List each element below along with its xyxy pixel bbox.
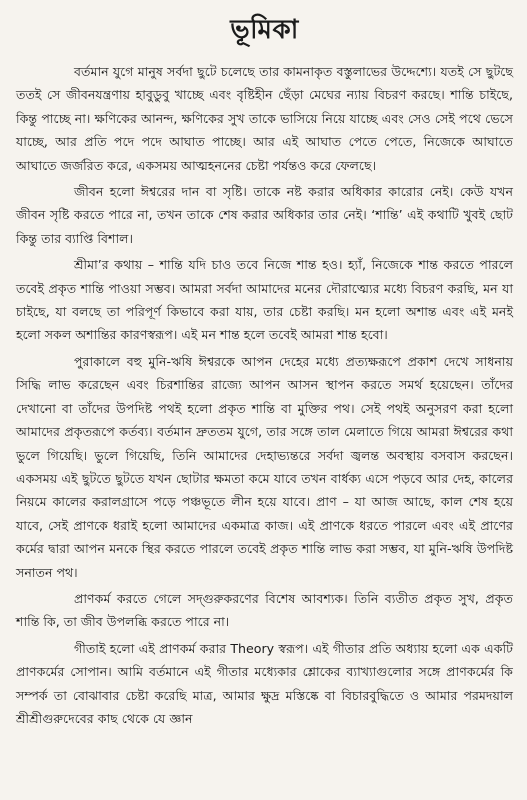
paragraph-4: পুরাকালে বহু মুনি-ঋষি ঈশ্বরকে আপন দেহের মধ্যে প্রত্যক্ষরূপে প্রকাশ দেখে সাধনায় সিদ্ধি লাভ করেছেন এবং চিরশান্তির রাজ্যে আপন আসন স্থাপন করতে সমর্থ হয়েছেন। তাঁদের দেখানো বা তাঁদের উপদিষ্ট পথই হলো প্রকৃত শান্তি বা মুক্তির পথ। সেই পথই অনুসরণ করা হলো আমাদের প্রকৃতরূপে কর্তব্য। বর্তমান দ্রুততম যুগে, তার সঙ্গে তাল মেলাতে গিয়ে আমরা ঈশ্বরের কথা ভুলে গিয়েছি। ভুলে গিয়েছি, তিনি আমাদের দেহাভ্যন্তরে সর্বদা জ্বলন্ত অবস্থায় বসবাস করছেন। একসময় এই ছুটতে ছুটতে যখন ছোটার ক্ষমতা কমে যাবে তখন বার্ধক্য এসে পড়বে আর দেহ, কালের নিয়মে কালের করালগ্রাসে পড়ে পঞ্চভূতে লীন হয়ে যাবে। প্রাণ – যা আজ আছে, কাল শেষ হয়ে যাবে, সেই প্রাণকে ধরাই হলো আমাদের একমাত্র কাজ। এই প্রাণকে ধরতে পারলে এবং এই প্রাণের কর্মের দ্বারা আপন মনকে স্থির করতে পারলে তবেই প্রকৃত শান্তি লাভ করা সম্ভব, যা মুনি-ঋষি উপদিষ্ট সনাতন পথ।	[16, 353, 513, 580]
page-title: ভূমিকা	[230, 15, 299, 45]
paragraph-2: জীবন হলো ঈশ্বরের দান বা সৃষ্টি। তাকে নষ্ট করার অধিকার কারোর নেই। কেউ যখন জীবন সৃষ্টি করতে পারে না, তখন তাকে শেষ করার অধিকার তার নেই। ‘শান্তি’ এই কথাটি খুবই ছোট কিন্তু তার ব্যাপ্তি বিশাল।	[16, 184, 513, 246]
preface-body	[16, 60, 513, 730]
paragraph-5: প্রাণকর্ম করতে গেলে সদ্গুরুকরণের বিশেষ আবশ্যক। তিনি ব্যতীত প্রকৃত সুখ, প্রকৃত শান্তি কি, তা জীব উপলব্ধি করতে পারে না।	[16, 590, 513, 630]
paragraph-6: গীতাই হলো এই প্রাণকর্ম করার Theory স্বরূপ। এই গীতার প্রতি অধ্যায় হলো এক একটি প্রাণকর্মের সোপান। আমি বর্তমানে এই গীতার মধ্যেকার শ্লোকের ব্যাখ্যাগুলোর সঙ্গে প্রাণকর্মের কি সম্পর্ক তা বোঝাবার চেষ্টা করেছি মাত্র, আমার ক্ষুদ্র মস্তিষ্কে বা বিচারবুদ্ধিতে ও আমার পরমদয়াল শ্রীশ্রীগুরুদেবের কাছ থেকে যে জ্ঞান	[16, 640, 513, 726]
paragraph-1: বর্তমান যুগে মানুষ সর্বদা ছুটে চলেছে তার কামনাকৃত বস্তুলাভের উদ্দেশ্যে। যতই সে ছুটছে ততই সে জীবনযন্ত্রণায় হাবুডুবু খাচ্ছে এবং বৃষ্টিহীন ছেঁড়া মেঘের ন্যায় বিচরণ করছে। শান্তি চাইছে, কিন্তু পাচ্ছে না। ক্ষণিকের আনন্দ, ক্ষণিকের সুখ তাকে ভাসিয়ে নিয়ে যাচ্ছে এবং সেও সেই পথে ভেসে যাচ্ছে, আর প্রতি পদে পদে আঘাত পাচ্ছে। আর এই আঘাত পেতে পেতে, নিজেকে আঘাতে আঘাতে জর্জরিত করে, একসময় আত্মহননের চেষ্টা পর্যন্তও করে ফেলছে।	[16, 64, 513, 173]
paragraph-3: শ্রীমা’র কথায় – শান্তি যদি চাও তবে নিজে শান্ত হও। হ্যাঁ, নিজেকে শান্ত করতে পারলে তবেই প্রকৃত শান্তি পাওয়া সম্ভব। আমরা সর্বদা আমাদের মনের দৌরাত্ম্যের মধ্যে বিচরণ করছি, মন যা চাইছে, যা বলছে তা পরিপূর্ণ কিভাবে করা যায়, তার চেষ্টা করছি। মন হলো অশান্ত এবং এই মনই হলো সকল অশান্তির কারণস্বরূপ। এই মন শান্ত হলে তবেই আমরা শান্ত হবো।	[16, 257, 513, 343]
